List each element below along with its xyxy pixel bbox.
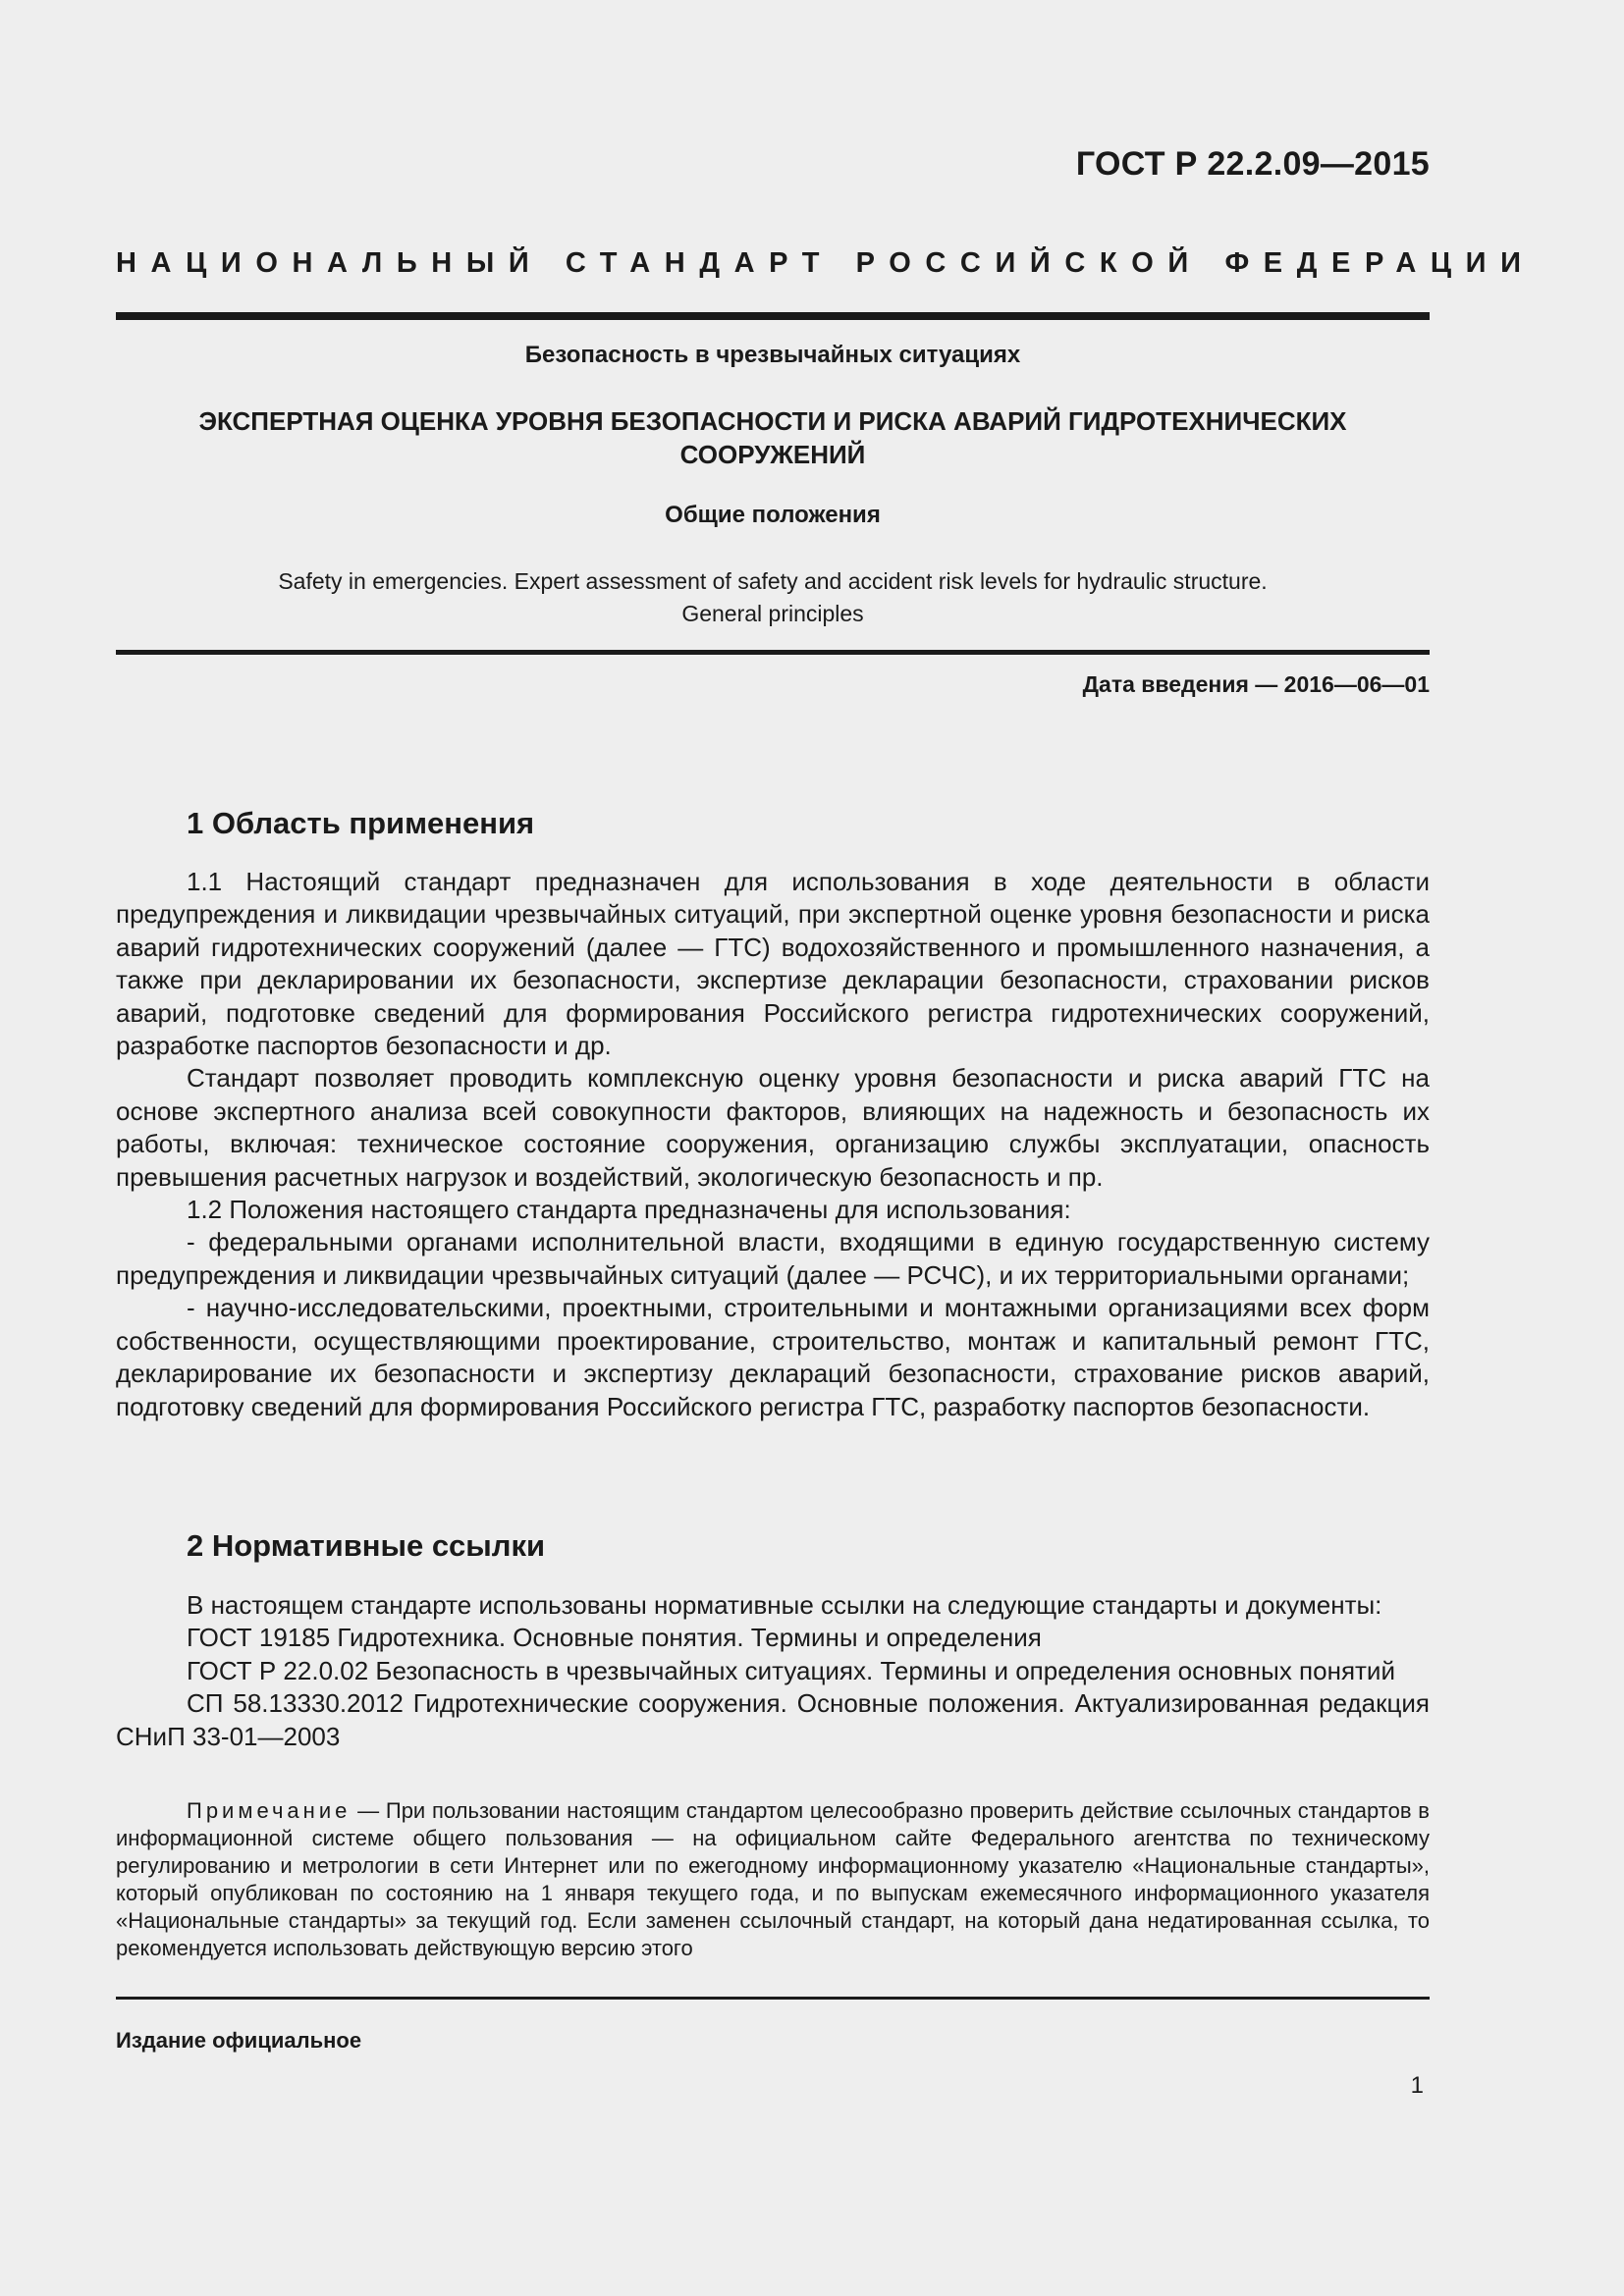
footer-rule — [116, 1997, 1430, 2000]
english-title — [116, 565, 1430, 630]
reference-item: ГОСТ 19185 Гидротехника. Основные понятия. Термины и определения — [187, 1623, 1042, 1653]
edition-label: Издание официальное — [116, 2028, 362, 2053]
document-title — [116, 404, 1430, 471]
header-rule — [116, 312, 1430, 320]
section-1-heading: 1 Область применения — [187, 806, 535, 840]
series-title: Безопасность в чрезвычайных ситуациях — [524, 342, 1021, 368]
note-paragraph — [116, 1797, 1430, 1962]
document-subtitle: Общие положения — [665, 502, 881, 528]
paragraph: В настоящем стандарте использованы нормативные ссылки на следующие стандарты и документы: — [187, 1590, 1382, 1620]
note-label: Примечание — [187, 1798, 352, 1823]
english-title-line-1: Safety in emergencies. Expert assessment of safety and accident risk levels for hydraulic structure. — [278, 568, 1268, 594]
note-text: — При пользовании настоящим стандартом целесообразно проверить действие ссылочных стандартов в информационной системе общего пользования — на официальном сайте Федерального агентства по техническому регулированию и метрологии в сети Интернет или по ежегодному информационному указателю «Национальные стандарты», который опубликован по состоянию на 1 января текущего года, и по выпускам ежемесячного информационного указателя «Национальные стандарты» за текущий год. Если заменен ссылочный стандарт, на который дана недатированная ссылка, то рекомендуется использовать действующую версию этого — [116, 1798, 1430, 1960]
english-title-line-2: General principles — [681, 601, 864, 626]
section-2-body — [116, 1589, 1430, 1753]
reference-item: СП 58.13330.2012 Гидротехнические сооружения. Основные положения. Актуализированная редакция СНиП 33-01—2003 — [116, 1688, 1430, 1751]
document-title-line-1: ЭКСПЕРТНАЯ ОЦЕНКА УРОВНЯ БЕЗОПАСНОСТИ И РИСКА АВАРИЙ ГИДРОТЕХНИЧЕСКИХ — [198, 406, 1347, 436]
paragraph: 1.1 Настоящий стандарт предназначен для использования в ходе деятельности в области предупреждения и ликвидации чрезвычайных ситуаций, при экспертной оценке уровня безопасности и риска аварий гидротехнических сооружений (далее — ГТС) водохозяйственного и промышленного назначения, а также при декларировании их безопасности, экспертизе декларации безопасности, страховании рисков аварий, подготовке сведений для формирования Российского регистра гидротехнических сооружений, разработке паспортов безопасности и др. — [116, 867, 1430, 1061]
list-item: - научно-исследовательскими, проектными, строительными и монтажными организациями всех форм собственности, осуществляющими проектирование, строительство, монтаж и капитальный ремонт ГТС, декларирование их безопасности и экспертизу деклараций безопасности, страхование рисков аварий, подготовку сведений для формирования Российского регистра ГТС, разработку паспортов безопасности. — [116, 1293, 1430, 1421]
doc-number: ГОСТ Р 22.2.09—2015 — [1075, 145, 1430, 183]
paragraph: Стандарт позволяет проводить комплексную оценку уровня безопасности и риска аварий ГТС на основе экспертного анализа всей совокупности факторов, влияющих на надежность и безопасность их работы, включая: техническое состояние сооружения, организацию службы эксплуатации, опасность превышения расчетных нагрузок и воздействий, экологическую безопасность и пр. — [116, 1063, 1430, 1192]
standard-title: НАЦИОНАЛЬНЫЙ СТАНДАРТ РОССИЙСКОЙ ФЕДЕРАЦИИ — [116, 247, 1536, 279]
intro-date: Дата введения — 2016—06—01 — [1082, 671, 1430, 697]
section-1-body — [116, 866, 1430, 1423]
section-2-heading: 2 Нормативные ссылки — [187, 1528, 546, 1563]
title-block-rule — [116, 650, 1430, 655]
page-number: 1 — [1410, 2072, 1424, 2099]
note-block — [116, 1797, 1430, 1962]
document-title-line-2: СООРУЖЕНИЙ — [679, 440, 866, 469]
paragraph: 1.2 Положения настоящего стандарта предназначены для использования: — [187, 1195, 1071, 1225]
reference-item: ГОСТ Р 22.0.02 Безопасность в чрезвычайных ситуациях. Термины и определения основных понятий — [187, 1655, 1395, 1685]
list-item: - федеральными органами исполнительной власти, входящими в единую государственную систему предупреждения и ликвидации чрезвычайных ситуаций (далее — РСЧС), и их территориальными органами; — [116, 1227, 1430, 1290]
